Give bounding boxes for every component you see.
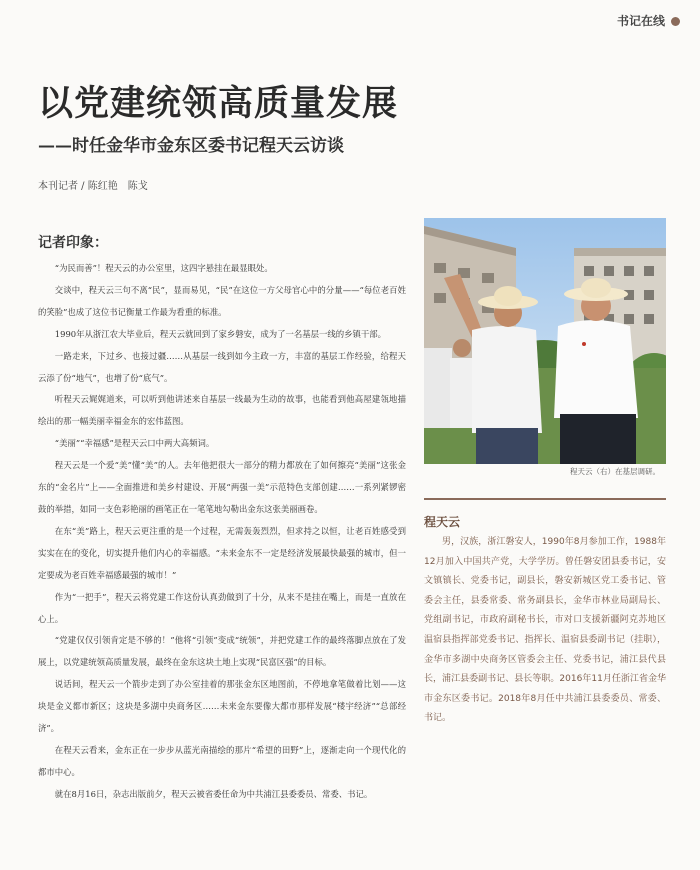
photo-caption: 程天云（右）在基层调研。 xyxy=(570,467,660,476)
body-paragraph: 一路走来，下过乡、也接过疆……从基层一线到如今主政一方，丰富的基层工作经验，给程天云添了份“地气”，也增了份“底气”。 xyxy=(38,350,406,383)
bio-paragraph: 男，汉族，浙江磐安人，1990年8月参加工作，1988年12月加入中国共产党，大学学历。曾任磐安团县委书记，安文镇镇长、党委书记，副县长，磐安新城区党工委书记、管委会主任，县委常委、常务副县长，金华市林业局副局长、党组副书记，市政府副秘书长，市对口支援新疆阿克苏地区温宿县指挥部党委书记、指挥长、温宿县委副书记（挂职），金华市多湖中央商务区管委会主任、党委书记，浦江县代县长，浦江县委副书记、县长等职。2016年11月任浙江省金华市金东区委书记。2018年8月任中共浦江县委委员、常委、书记。 xyxy=(424,537,666,724)
article-title: 以党建统领高质量发展 xyxy=(38,84,399,124)
body-paragraph: 在程天云看来，金东正在一步步从蓝光南描绘的那片“希望的田野”上，逐渐走向一个现代化的都市中心。 xyxy=(38,744,406,777)
bio-name: 程天云 xyxy=(424,515,461,529)
body-paragraph: “为民而善”！程天云的办公室里，这四字悬挂在最显眼处。 xyxy=(54,263,273,273)
circle-bullet-icon xyxy=(671,17,680,26)
section-label: 书记在线 xyxy=(616,14,665,28)
body-paragraph: 交谈中，程天云三句不离“民”，显而易见，“民”在这位一方父母官心中的分量——“每位老百姓的笑脸”也成了这位书记衡量工作最为看重的标准。 xyxy=(38,284,406,317)
article-body xyxy=(38,258,406,806)
body-paragraph: 在东“美”路上，程天云更注重的是一个过程，无需轰轰烈烈，但求持之以恒，让老百姓感受到实实在在的变化，切实提升他们内心的幸福感。“未来金东不一定是经济发展最快最强的城市，但一定要成为老百姓幸福感最强的城市！” xyxy=(38,525,406,580)
section-tag xyxy=(617,12,680,29)
body-paragraph: 1990年从浙江农大毕业后，程天云就回到了家乡磐安，成为了一名基层一线的乡镇干部。 xyxy=(54,328,386,339)
bio-text xyxy=(424,533,666,729)
body-paragraph: 程天云是一个爱“美”懂“美”的人。去年他把很大一部分的精力都放在了如何擦亮“美丽”这张金东的“金名片”上——全面推进和美乡村建设、开展“两强一美”示范特色支部创建……一系列紧锣密鼓的举措，如同一支色彩艳丽的画笔正在一笔笔地勾勒出金东这张美丽画卷。 xyxy=(38,460,406,514)
byline: 本刊记者 / 陈红艳 陈戈 xyxy=(38,181,148,192)
body-paragraph: 听程天云娓娓道来，可以听到他讲述来自基层一线最为生动的故事，也能看到他高屋建瓴地描绘出的那一幅美丽幸福金东的宏伟蓝图。 xyxy=(38,394,406,427)
body-paragraph: “党建仅仅引领肯定是不够的！”他将“引领”变成“统领”，并把党建工作的最终落脚点放在了发展上，以党建统领高质量发展，最终在金东这块土地上实现“民富区强”的目标。 xyxy=(38,635,406,668)
body-paragraph: 作为“一把手”，程天云将党建工作这份认真劲做到了十分，从来不是挂在嘴上，而是一直放在心上。 xyxy=(38,591,406,624)
article-photo xyxy=(424,218,666,464)
body-paragraph: 说话间，程天云一个箭步走到了办公室挂着的那张金东区地图前，不停地拿笔做着比划——这块是金义都市新区；这块是多湖中央商务区……未来金东要像大都市那样发展“楼宇经济”“总部经济”。 xyxy=(38,679,406,734)
section-heading: 记者印象： xyxy=(38,235,108,251)
body-paragraph: 就在8月16日，杂志出版前夕，程天云被省委任命为中共浦江县委委员、常委、书记。 xyxy=(54,788,373,799)
article-subtitle: ——时任金华市金东区委书记程天云访谈 xyxy=(38,136,344,156)
body-paragraph: “美丽”“幸福感”是程天云口中两大高频词。 xyxy=(54,438,215,449)
divider xyxy=(424,498,666,500)
